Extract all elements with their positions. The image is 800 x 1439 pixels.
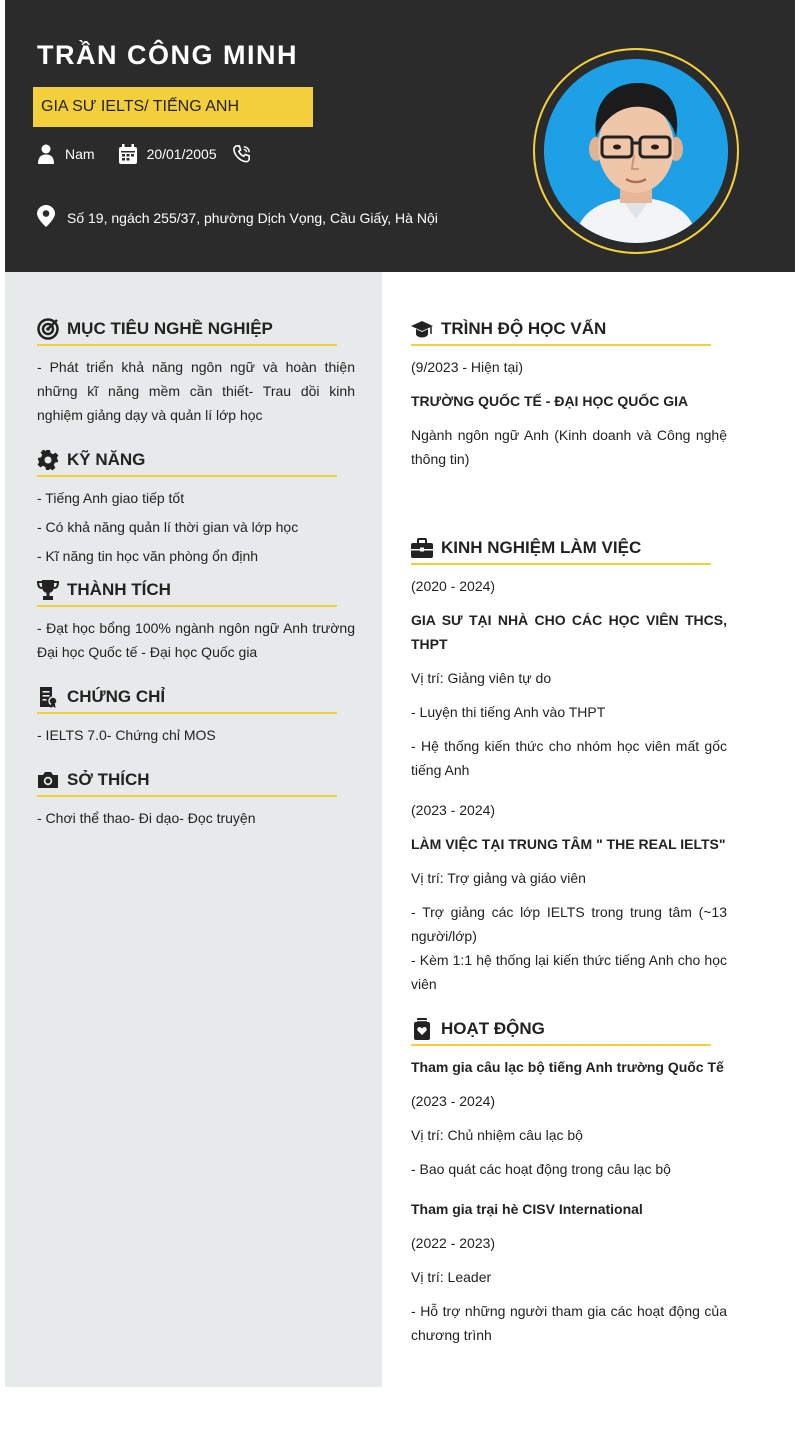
job-org: LÀM VIỆC TẠI TRUNG TÂM " THE REAL IELTS": [411, 836, 726, 852]
skills-underline: [37, 475, 337, 477]
job-org: GIA SƯ TẠI NHÀ CHO CÁC HỌC VIÊN THCS, THPT: [411, 612, 727, 652]
job-position: Vị trí: Trợ giảng và giáo viên: [411, 870, 586, 886]
phone-icon: [233, 143, 251, 165]
dob-value: 20/01/2005: [146, 146, 217, 162]
certificates-title: CHỨNG CHỈ: [67, 687, 166, 706]
education-heading: [411, 318, 606, 340]
hobbies-heading: [37, 769, 150, 791]
activity-icon: [411, 1018, 433, 1040]
skill-item: - Kĩ năng tin học văn phòng ổn định: [37, 548, 259, 564]
briefcase-icon: [411, 537, 433, 559]
camera-icon: [37, 769, 59, 791]
experience-heading: [411, 537, 641, 559]
target-icon: [37, 318, 59, 340]
awards-title: THÀNH TÍCH: [67, 580, 171, 599]
activity-description: - Bao quát các hoạt động trong câu lạc bộ: [411, 1161, 671, 1177]
graduation-cap-icon: [411, 318, 433, 340]
hobbies-title: SỞ THÍCH: [67, 770, 150, 789]
education-title: TRÌNH ĐỘ HỌC VẤN: [441, 319, 607, 338]
gender-value: Nam: [65, 146, 95, 162]
person-icon: [37, 143, 55, 165]
skills-title: KỸ NĂNG: [67, 450, 146, 469]
activities-underline: [411, 1044, 711, 1046]
skill-item: - Có khả năng quản lí thời gian và lớp học: [37, 519, 299, 535]
skill-item: - Tiếng Anh giao tiếp tốt: [37, 490, 185, 506]
job-position: Vị trí: Giảng viên tự do: [411, 670, 552, 686]
activity-period: (2022 - 2023): [411, 1235, 496, 1251]
job-description: - Luyện thi tiếng Anh vào THPT: [411, 704, 606, 720]
address-value: Số 19, ngách 255/37, phường Dịch Vọng, Cầu Giấy, Hà Nội: [67, 209, 438, 226]
awards-underline: [37, 605, 337, 607]
trophy-icon: [37, 579, 59, 601]
certificates-heading: [37, 686, 165, 708]
certificate-icon: [37, 686, 59, 708]
job-period: (2023 - 2024): [411, 802, 496, 818]
personal-info-row: [37, 141, 251, 167]
education-period: (9/2023 - Hiện tại): [411, 359, 524, 375]
job-description: - Hệ thống kiến thức cho nhóm học viên mất gốc tiếng Anh: [411, 738, 727, 778]
location-pin-icon: [37, 205, 55, 230]
education-underline: [411, 344, 711, 346]
avatar: [544, 59, 728, 243]
header-banner: [5, 0, 795, 272]
candidate-name: TRẦN CÔNG MINH: [37, 40, 298, 70]
activity-name: Tham gia câu lạc bộ tiếng Anh trường Quốc Tế: [411, 1059, 724, 1075]
activity-position: Vị trí: Leader: [411, 1269, 492, 1285]
job-description: - Kèm 1:1 hệ thống lại kiến thức tiếng Anh cho học viên: [411, 952, 727, 992]
activities-title: HOẠT ĐỘNG: [441, 1019, 545, 1038]
activity-name: Tham gia trại hè CISV International: [411, 1201, 643, 1217]
hobbies-underline: [37, 795, 337, 797]
address-row: [37, 205, 438, 230]
activity-period: (2023 - 2024): [411, 1093, 496, 1109]
objective-heading: [37, 318, 273, 340]
job-description: - Trợ giảng các lớp IELTS trong trung tâm (~13 người/lớp): [411, 904, 727, 944]
education-school: TRƯỜNG QUỐC TẾ - ĐẠI HỌC QUỐC GIA: [411, 393, 689, 409]
objective-text: - Phát triển khả năng ngôn ngữ và hoàn thiện những kĩ năng mềm cần thiết- Trau dồi kinh nghiệm giảng dạy và quản lí lớp học: [37, 359, 355, 423]
activity-position: Vị trí: Chủ nhiệm câu lạc bộ: [411, 1127, 583, 1143]
gear-icon: [37, 449, 59, 471]
experience-underline: [411, 563, 711, 565]
education-major: Ngành ngôn ngữ Anh (Kinh doanh và Công nghệ thông tin): [411, 427, 727, 467]
objective-underline: [37, 344, 337, 346]
hobbies-text: - Chơi thể thao- Đi dạo- Đọc truyện: [37, 810, 256, 826]
certificates-underline: [37, 712, 337, 714]
job-title-badge: GIA SƯ IELTS/ TIẾNG ANH: [33, 87, 313, 127]
certificates-text: - IELTS 7.0- Chứng chỉ MOS: [37, 727, 216, 743]
calendar-icon: [119, 143, 137, 165]
activity-description: - Hỗ trợ những người tham gia các hoạt động của chương trình: [411, 1303, 727, 1343]
job-period: (2020 - 2024): [411, 578, 496, 594]
awards-text: - Đạt học bổng 100% ngành ngôn ngữ Anh trường Đại học Quốc tế - Đại học Quốc gia: [37, 620, 355, 660]
skills-heading: [37, 449, 145, 471]
activities-heading: [411, 1018, 545, 1040]
awards-heading: [37, 579, 171, 601]
experience-title: KINH NGHIỆM LÀM VIỆC: [441, 538, 642, 557]
objective-title: MỤC TIÊU NGHỀ NGHIỆP: [67, 319, 273, 338]
